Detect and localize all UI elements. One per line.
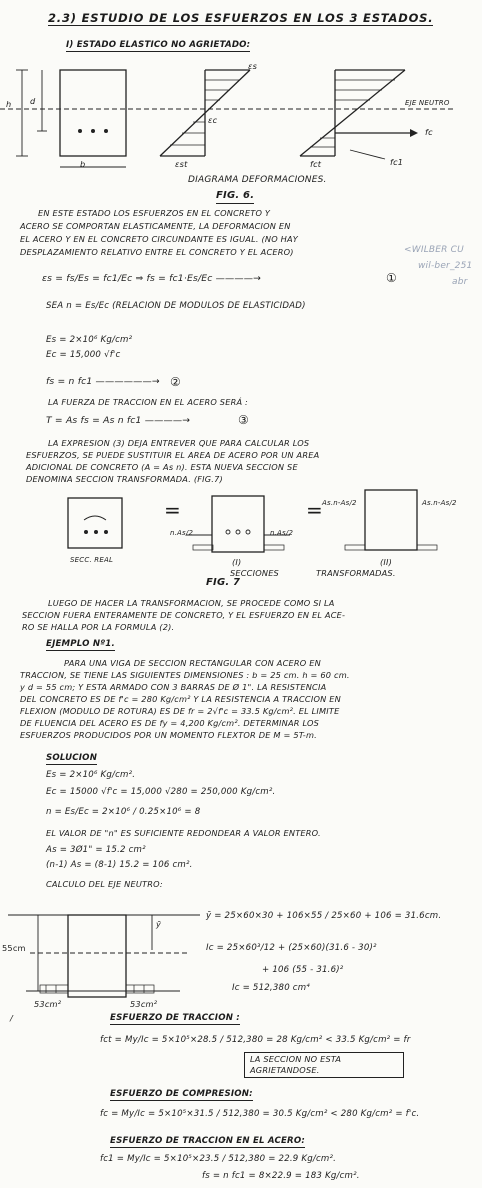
compresion-eq: fc = My/Ic = 5×10⁵×31.5 / 512,380 = 30.5 Kg/cm² < 280 Kg/cm² = f'c.	[100, 1109, 420, 1119]
fig7-label: FIG. 7	[206, 577, 241, 588]
equation-3-number: ③	[238, 413, 249, 427]
equation-3: T = As fs = As n fc1 ————→	[46, 415, 191, 426]
equation-2: fs = n fc1 ——————→	[46, 376, 160, 387]
neutro-ybar: ȳ = 25×60×30 + 106×55 / 25×60 + 106 = 31.6cm.	[206, 911, 442, 921]
ejemplo-line: y d = 55 cm; Y ESTA ARMADO CON 3 BARRAS DE Ø 1". LA RESISTENCIA	[20, 682, 327, 692]
ejemplo-line: ESFUERZOS PRODUCIDOS POR UN MOMENTO FLEXTOR DE M = 5T-m.	[20, 730, 317, 740]
solucion-title: SOLUCION	[46, 754, 97, 765]
fig7-I-label: (I)	[232, 557, 242, 567]
sol-ec: Ec = 15000 √f'c = 15,000 √280 = 250,000 Kg/cm².	[46, 787, 276, 797]
sol-as: As = 3Ø1" = 15.2 cm²	[46, 845, 146, 855]
fig7-section-I	[212, 496, 264, 552]
fig7-section-II	[365, 490, 417, 550]
fig7-II-label: (II)	[380, 557, 393, 567]
expr-line: ESFUERZOS, SE PUEDE SUSTITUIR EL AREA DE ACERO POR UN AREA	[26, 450, 320, 460]
fig6-b-label: b	[80, 159, 86, 169]
fig8-right-area: 53cm²	[130, 999, 158, 1009]
acero-eq1: fc1 = My/Ic = 5×10⁵×23.5 / 512,380 = 22.9 Kg/cm².	[100, 1154, 337, 1164]
intro-line: DESPLAZAMIENTO RELATIVO ENTRE EL CONCRETO Y EL ACERO)	[20, 247, 294, 257]
luego-line: LUEGO DE HACER LA TRANSFORMACION, SE PROCEDE COMO SI LA	[48, 598, 335, 608]
expr-line: DENOMINA SECCION TRANSFORMADA. (FIG.7)	[26, 474, 223, 484]
equation-1: εs = fs/Es = fc1/Ec ⇒ fs = fc1·Es/Ec ————→	[42, 273, 262, 284]
fig8-slash: /	[10, 1013, 13, 1023]
expr-line: LA EXPRESION (3) DEJA ENTREVER QUE PARA CALCULAR LOS	[48, 438, 310, 448]
ejemplo-line: DE FLUENCIA DEL ACERO ES DE fy = 4,200 Kg/cm². DETERMINAR LOS	[20, 718, 320, 728]
fig6-section	[60, 70, 126, 156]
sol-calc: CALCULO DEL EJE NEUTRO:	[46, 879, 163, 889]
fig6-fct-label: fct	[310, 159, 322, 169]
ec-value: Ec = 15,000 √f'c	[46, 350, 121, 360]
sol-n: n = Es/Ec = 2×10⁶ / 0.25×10⁶ = 8	[46, 807, 201, 817]
fig8-section	[68, 915, 126, 997]
fig8-left-area: 53cm²	[34, 999, 62, 1009]
fig7-real-label: SECC. REAL	[70, 556, 114, 564]
fig8-ybar-label: ȳ	[156, 919, 162, 929]
fig6-label: FIG. 6.	[216, 191, 254, 204]
fig8-height-label: 55cm	[2, 943, 26, 953]
fig6-es-label: εs	[248, 61, 258, 71]
fig7-drawing	[0, 490, 482, 560]
fig7-transformadas: TRANSFORMADAS.	[316, 568, 396, 578]
ejemplo-line: TRACCION, SE TIENE LAS SIGUIENTES DIMENSIONES : b = 25 cm. h = 60 cm.	[20, 670, 350, 680]
ejemplo-line: FLEXION (MODULO DE ROTURA) ES DE fr = 2√f'c = 33.5 Kg/cm². EL LIMITE	[20, 706, 340, 716]
ejemplo-line: DEL CONCRETO ES DE f'c = 280 Kg/cm² Y LA RESISTENCIA A TRACCION EN	[20, 694, 341, 704]
luego-line: RO SE HALLA POR LA FORMULA (2).	[22, 622, 175, 632]
fig7-label-d: As.n-As/2	[422, 499, 457, 507]
fig6-d-label: d	[30, 96, 36, 106]
fig7-label-c: As.n-As/2	[322, 499, 357, 507]
es-value: Es = 2×10⁶ Kg/cm²	[46, 335, 133, 345]
equation-1-number: ①	[386, 271, 397, 285]
fig6-fc1-label: fc1	[390, 157, 404, 167]
fig7-secciones: SECCIONES	[230, 568, 279, 578]
n-definition: SEA n = Es/Ec (RELACION DE MODULOS DE ELASTICIDAD)	[46, 301, 306, 311]
fig6-bar	[78, 129, 82, 133]
acero-eq2: fs = n fc1 = 8×22.9 = 183 Kg/cm².	[202, 1171, 360, 1181]
traccion-note: AGRIETANDOSE.	[250, 1065, 320, 1075]
acero-title: ESFUERZO DE TRACCION EN EL ACERO:	[110, 1137, 305, 1148]
ejemplo-title: EJEMPLO Nº1.	[46, 640, 115, 651]
fig6-bar	[104, 129, 108, 133]
sol-valor: EL VALOR DE "n" ES SUFICIENTE REDONDEAR A VALOR ENTERO.	[46, 828, 321, 838]
traccion-title: ESFUERZO DE TRACCION :	[110, 1014, 240, 1025]
intro-line: EN ESTE ESTADO LOS ESFUERZOS EN EL CONCRETO Y	[38, 208, 271, 218]
luego-line: SECCION FUERA ENTERAMENTE DE CONCRETO, Y EL ESFUERZO EN EL ACE-	[22, 610, 346, 620]
sol-nm1: (n-1) As = (8-1) 15.2 = 106 cm².	[46, 860, 193, 870]
fig6-bar	[91, 129, 95, 133]
fig7-equals: =	[164, 498, 181, 522]
traccion-eq: fct = My/Ic = 5×10⁵×28.5 / 512,380 = 28 Kg/cm² < 33.5 Kg/cm² = fr	[100, 1035, 411, 1045]
fig6-est-label: εst	[175, 159, 188, 169]
intro-line: EL ACERO Y EN EL CONCRETO CIRCUNDANTE ES IGUAL. (NO HAY	[20, 234, 298, 244]
fig6-ec-label: εc	[208, 115, 218, 125]
section-subtitle: I) ESTADO ELASTICO NO AGRIETADO:	[66, 41, 250, 52]
compresion-title: ESFUERZO DE COMPRESION:	[110, 1090, 253, 1101]
neutro-ic3: Ic = 512,380 cm⁴	[232, 983, 310, 993]
expr-line: ADICIONAL DE CONCRETO (A = As n). ESTA NUEVA SECCION SE	[26, 462, 298, 472]
page-title: 2.3) ESTUDIO DE LOS ESFUERZOS EN LOS 3 ESTADOS.	[48, 11, 434, 25]
watermark: wil-ber_251	[418, 261, 473, 271]
watermark: abr	[452, 277, 468, 287]
fig7-label-b: n.As/2	[270, 529, 294, 537]
fig7-label-a: n.As/2	[170, 529, 194, 537]
fig6-caption: DIAGRAMA DEFORMACIONES.	[188, 175, 327, 185]
fuerza-text: LA FUERZA DE TRACCION EN EL ACERO SERÁ :	[48, 397, 249, 407]
watermark: <WILBER CU	[404, 245, 464, 255]
intro-line: ACERO SE COMPORTAN ELASTICAMENTE, LA DEFORMACION EN	[20, 221, 291, 231]
fig7-real-section	[68, 498, 122, 548]
neutro-ic2: + 106 (55 - 31.6)²	[262, 965, 344, 975]
equation-2-number: ②	[170, 375, 181, 389]
sol-es: Es = 2×10⁶ Kg/cm².	[46, 770, 136, 780]
traccion-note: LA SECCION NO ESTA	[250, 1054, 342, 1064]
fig6-fc-label: fc	[425, 127, 433, 137]
fig7-equals: =	[306, 498, 323, 522]
ejemplo-line: PARA UNA VIGA DE SECCION RECTANGULAR CON ACERO EN	[64, 658, 321, 668]
fig6-stress-line	[300, 70, 405, 156]
fig8-drawing	[0, 895, 200, 1015]
fig6-eje-neutro-label: EJE NEUTRO	[405, 99, 450, 107]
fig6-h-label: h	[6, 99, 12, 109]
neutro-ic1: Ic = 25×60³/12 + (25×60)(31.6 - 30)²	[206, 943, 377, 953]
